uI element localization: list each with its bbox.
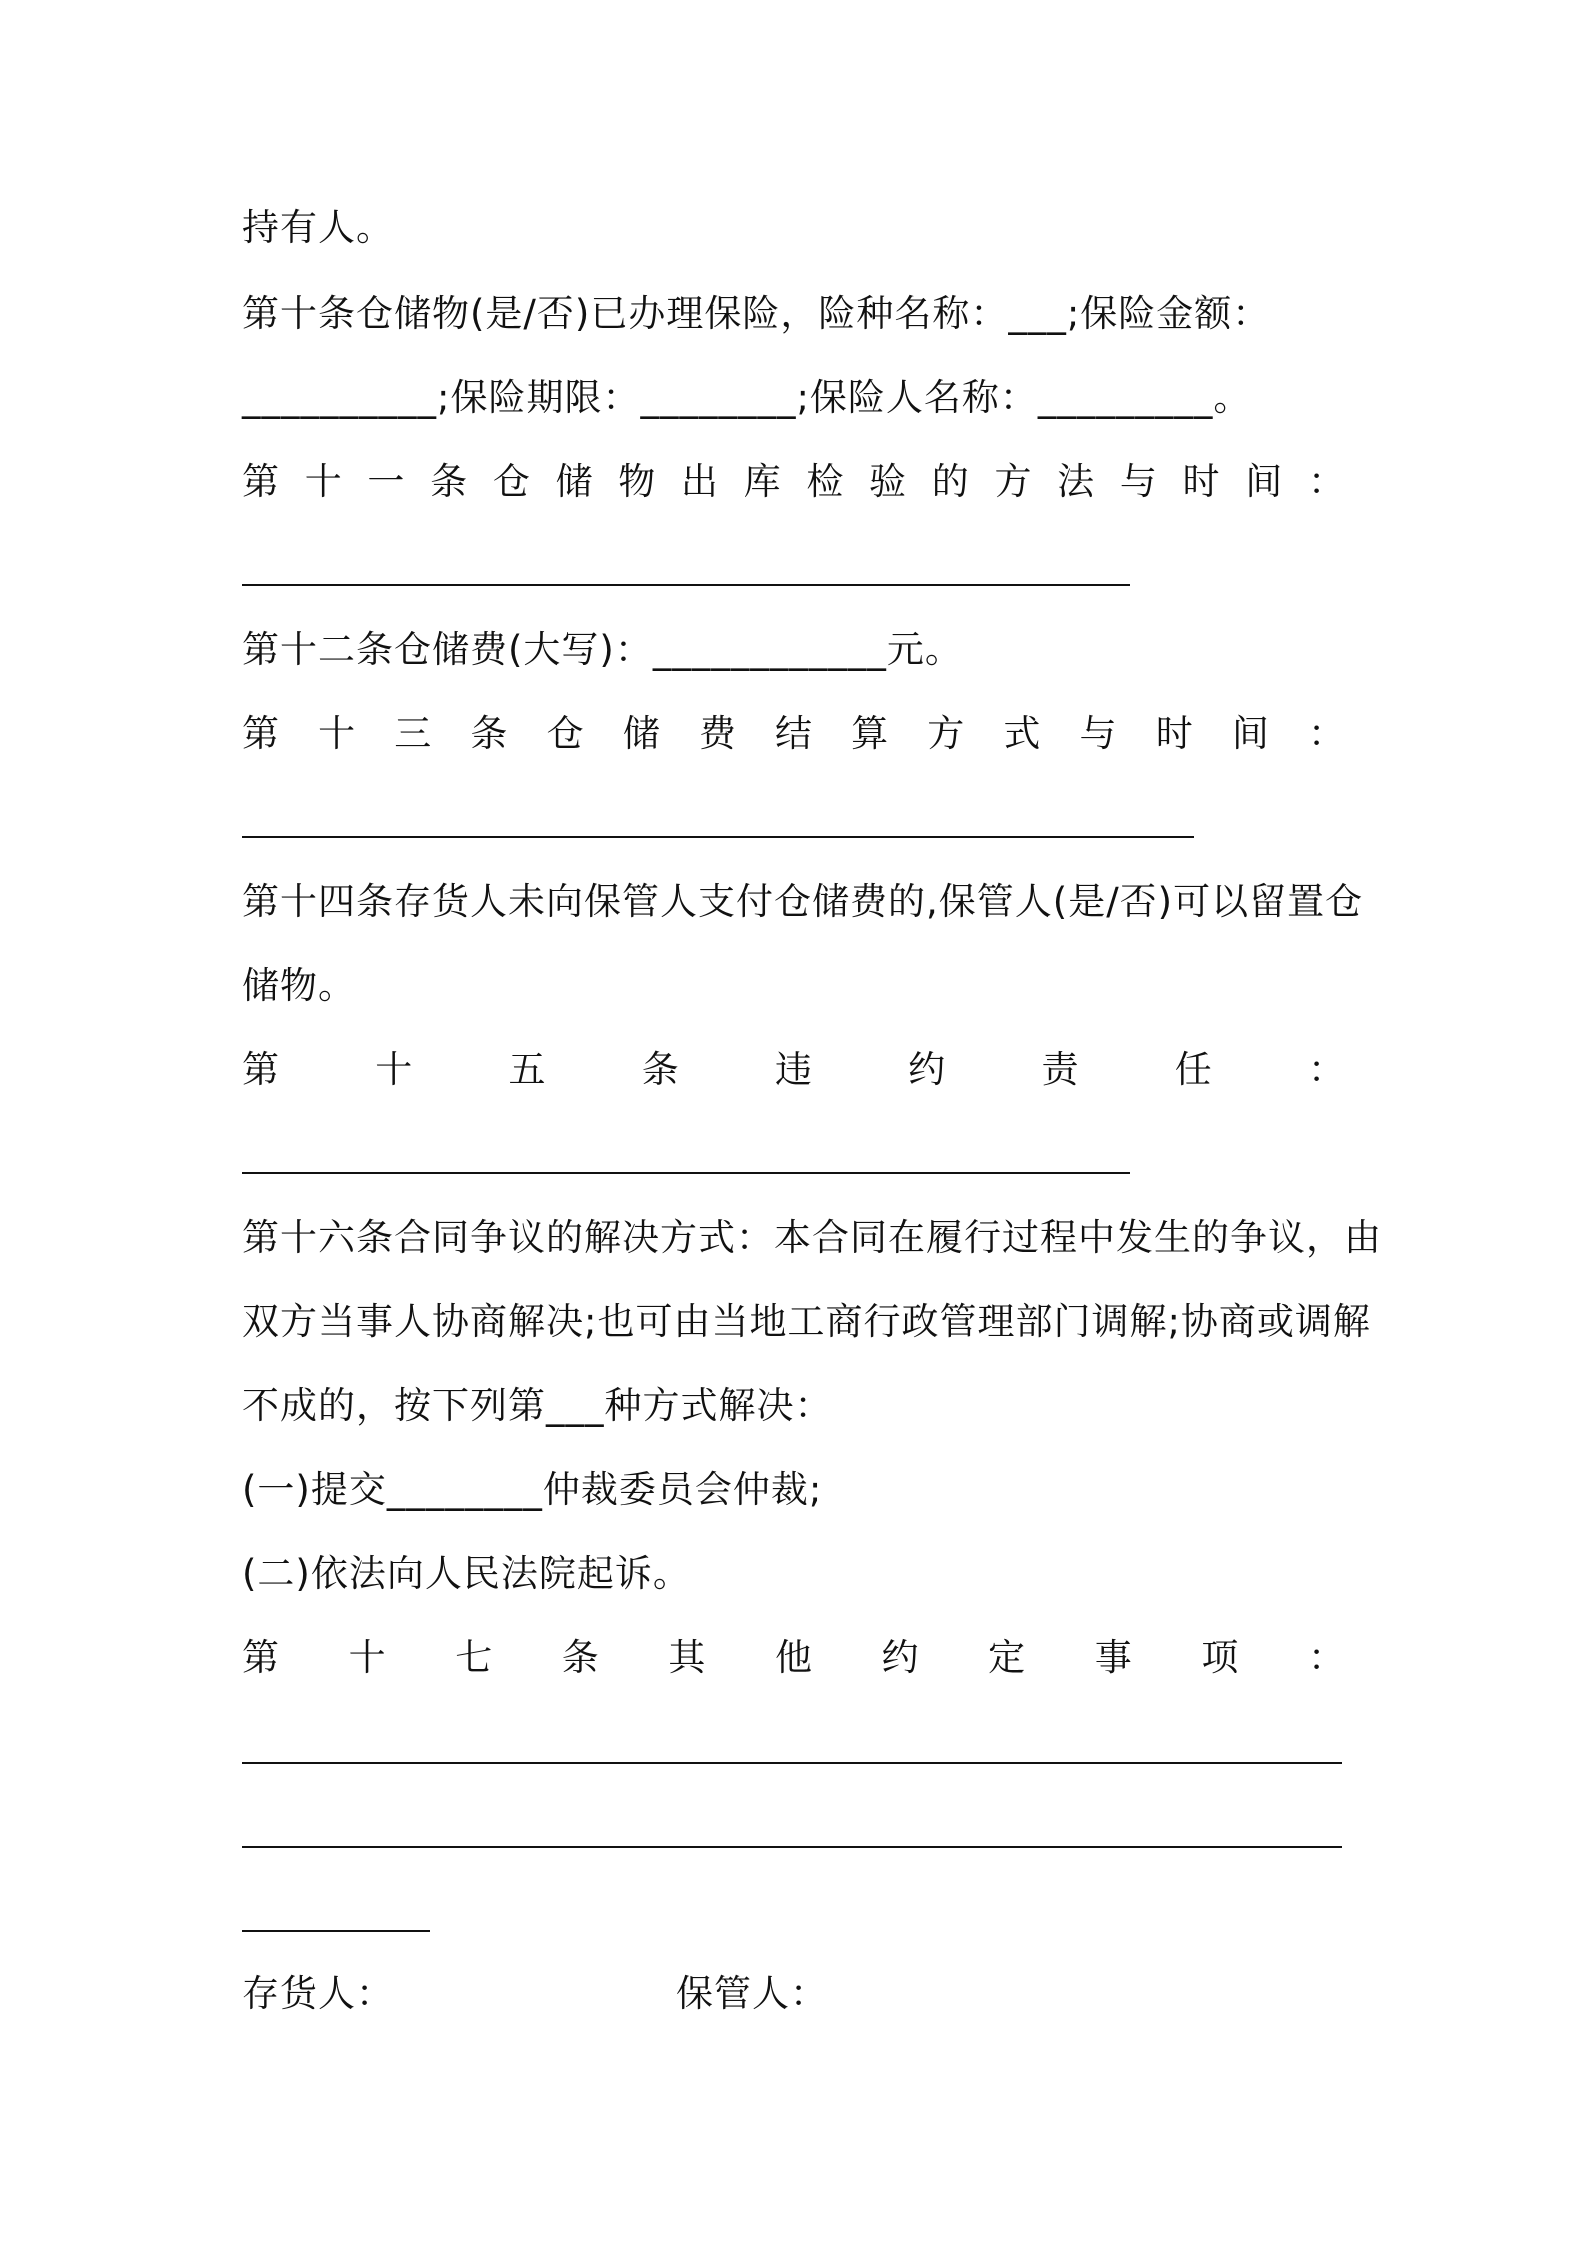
- char: 时: [1155, 712, 1194, 755]
- fill-in-blank-line: [242, 1930, 430, 1932]
- char: 一: [367, 460, 406, 503]
- char: 仓: [492, 460, 531, 503]
- char: 约: [881, 1636, 920, 1679]
- text-line: 持有人。: [242, 206, 394, 249]
- char: 储: [622, 712, 661, 755]
- char: 第: [242, 1048, 280, 1091]
- char: 库: [743, 460, 782, 503]
- article-16-line-1: 第十六条合同争议的解决方式：本合同在履行过程中发生的争议，由: [242, 1216, 1382, 1259]
- char: 任: [1174, 1048, 1213, 1091]
- char: 出: [680, 460, 719, 503]
- char: 第: [242, 460, 280, 503]
- char: 间: [1245, 460, 1284, 503]
- article-13-heading: [242, 710, 1346, 758]
- char: 十: [304, 460, 343, 503]
- option-2: (二)依法向人民法院起诉。: [242, 1552, 691, 1595]
- article-16-line-2: 双方当事人协商解决;也可由当地工商行政管理部门调解;协商或调解: [242, 1300, 1371, 1343]
- char: 与: [1079, 712, 1118, 755]
- char: 法: [1057, 460, 1096, 503]
- char: 条: [430, 460, 469, 503]
- char: 时: [1182, 460, 1221, 503]
- article-10-line-2: __________;保险期限：________;保险人名称：_________。: [242, 376, 1252, 419]
- article-11-heading: [242, 458, 1346, 506]
- fill-in-blank-line: [242, 584, 1130, 586]
- char: 其: [668, 1636, 707, 1679]
- char: ：: [1308, 1048, 1346, 1091]
- signature-custodian: 保管人：: [676, 1972, 828, 2015]
- char: 条: [561, 1636, 600, 1679]
- char: ：: [1307, 1636, 1346, 1679]
- char: 十: [318, 712, 357, 755]
- char: 他: [774, 1636, 813, 1679]
- char: 事: [1094, 1636, 1133, 1679]
- char: 仓: [546, 712, 585, 755]
- fill-in-blank-line: [242, 836, 1194, 838]
- char: ：: [1307, 712, 1346, 755]
- char: 第: [242, 712, 280, 755]
- fill-in-blank-line: [242, 1846, 1342, 1848]
- signature-depositor: 存货人：: [242, 1972, 394, 2015]
- char: 三: [394, 712, 433, 755]
- char: 检: [806, 460, 845, 503]
- fill-in-blank-line: [242, 1762, 1342, 1764]
- char: 五: [508, 1048, 547, 1091]
- char: 方: [927, 712, 966, 755]
- char: 物: [618, 460, 657, 503]
- char: 费: [698, 712, 737, 755]
- char: 算: [851, 712, 890, 755]
- article-14-line-1: 第十四条存货人未向保管人支付仓储费的,保管人(是/否)可以留置仓: [242, 880, 1364, 923]
- char: 定: [988, 1636, 1027, 1679]
- char: ：: [1307, 460, 1346, 503]
- article-16-line-3: 不成的，按下列第___种方式解决：: [242, 1384, 833, 1427]
- char: 间: [1231, 712, 1270, 755]
- char: 条: [641, 1048, 680, 1091]
- article-15-heading: [242, 1046, 1346, 1094]
- char: 第: [242, 1636, 280, 1679]
- fill-in-blank-line: [242, 1172, 1130, 1174]
- char: 违: [775, 1048, 813, 1091]
- char: 十: [348, 1636, 387, 1679]
- char: 约: [908, 1048, 947, 1091]
- article-17-heading: [242, 1634, 1346, 1682]
- char: 验: [869, 460, 908, 503]
- char: 的: [931, 460, 970, 503]
- article-14-line-2: 储物。: [242, 964, 356, 1007]
- article-10-line-1: 第十条仓储物(是/否)已办理保险，险种名称：___;保险金额：: [242, 292, 1271, 335]
- char: 十: [375, 1048, 414, 1091]
- option-1: (一)提交________仲裁委员会仲裁;: [242, 1468, 823, 1511]
- char: 方: [994, 460, 1033, 503]
- char: 条: [470, 712, 509, 755]
- article-12-line: 第十二条仓储费(大写)：____________元。: [242, 628, 963, 671]
- char: 结: [774, 712, 813, 755]
- char: 责: [1041, 1048, 1080, 1091]
- char: 式: [1003, 712, 1042, 755]
- char: 储: [555, 460, 594, 503]
- char: 七: [455, 1636, 494, 1679]
- char: 与: [1119, 460, 1158, 503]
- char: 项: [1201, 1636, 1240, 1679]
